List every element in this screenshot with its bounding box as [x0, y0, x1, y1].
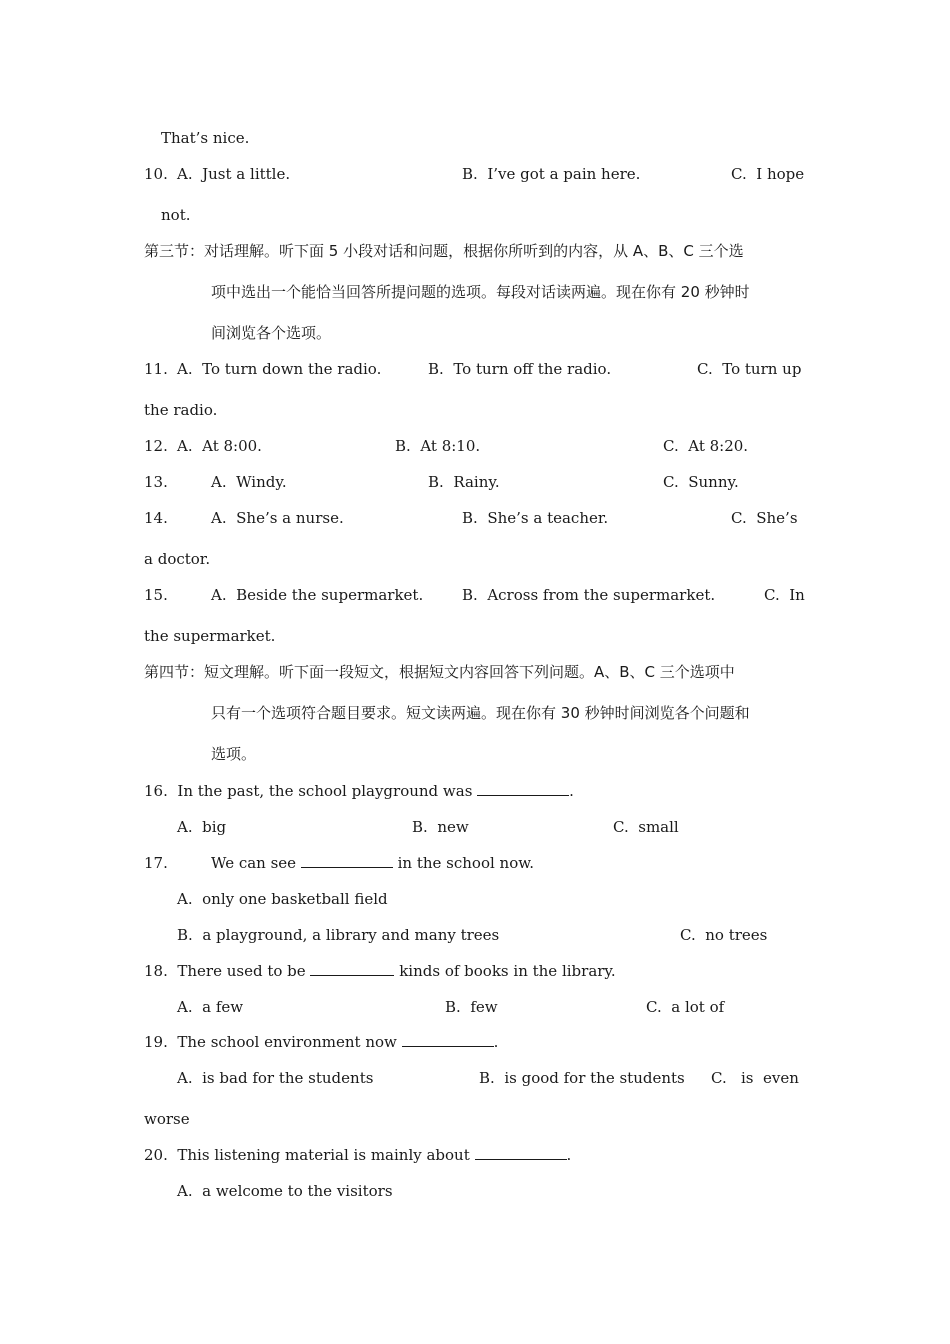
q16-option-a: A. big — [177, 818, 227, 836]
q10-option-b: B. I’ve got a pain here. — [462, 165, 641, 183]
section4-heading: 第四节：短文理解。听下面一段短文，根据短文内容回答下列问题。A、B、C 三个选项中 — [144, 663, 735, 681]
q15-option-a: A. Beside the supermarket. — [211, 586, 424, 604]
q19-option-c: C. is even — [711, 1069, 799, 1087]
q18-stem-end: kinds of books in the library. — [394, 962, 616, 980]
q15-number: 15. — [144, 586, 168, 604]
q10-option-c-cont: not. — [161, 206, 191, 224]
q19-stem — [144, 1032, 498, 1052]
q18-answer-blank — [310, 961, 394, 976]
q16-option-c: C. small — [613, 818, 679, 836]
q19-option-b: B. is good for the students — [479, 1069, 685, 1087]
q17-stem-text: We can see — [211, 854, 301, 872]
line-thats-nice: That’s nice. — [161, 129, 250, 147]
q14-option-b: B. She’s a teacher. — [462, 509, 609, 527]
q14-number: 14. — [144, 509, 168, 527]
q16-answer-blank — [477, 781, 569, 796]
q17-stem-end: in the school now. — [392, 854, 535, 872]
q16-stem-end: . — [569, 782, 574, 800]
q19-answer-blank — [402, 1032, 494, 1047]
q20-stem-text: 20. This listening material is mainly about — [144, 1146, 475, 1164]
q17-option-c: C. no trees — [680, 926, 768, 944]
q13-number: 13. — [144, 473, 168, 491]
q17-option-a: A. only one basketball field — [177, 890, 388, 908]
q17-number: 17. — [144, 854, 168, 872]
q13-option-a: A. Windy. — [211, 473, 287, 491]
section3-heading: 第三节：对话理解。听下面 5 小段对话和问题，根据你所听到的内容，从 A、B、C 三个选 — [144, 242, 744, 260]
q11-option-a: A. To turn down the radio. — [177, 360, 382, 378]
q20-answer-blank — [475, 1145, 567, 1160]
q16-stem-text: 16. In the past, the school playground was — [144, 782, 478, 800]
q12-option-b: B. At 8:10. — [395, 437, 481, 455]
q15-option-c-cont: the supermarket. — [144, 627, 276, 645]
section3-text-2: 项中选出一个能恰当回答所提问题的选项。每段对话读两遍。现在你有 20 秒钟时 — [211, 283, 750, 301]
q13-option-b: B. Rainy. — [428, 473, 500, 491]
section4-text-3: 选项。 — [211, 745, 257, 763]
q18-option-a: A. a few — [177, 998, 244, 1016]
q18-stem-text: 18. There used to be — [144, 962, 311, 980]
q19-stem-text: 19. The school environment now — [144, 1033, 402, 1051]
q19-stem-end: . — [493, 1033, 499, 1051]
q10-number: 10. — [144, 165, 168, 183]
q13-option-c: C. Sunny. — [663, 473, 739, 491]
q20-stem-end: . — [566, 1146, 572, 1164]
q15-option-b: B. Across from the supermarket. — [462, 586, 716, 604]
section3-text-3: 间浏览各个选项。 — [211, 324, 332, 342]
q10-option-c: C. I hope — [731, 165, 805, 183]
q11-option-c-cont: the radio. — [144, 401, 218, 419]
q16-stem — [144, 781, 574, 801]
q18-stem — [144, 961, 616, 981]
q12-number: 12. — [144, 437, 168, 455]
q11-option-c: C. To turn up — [697, 360, 802, 378]
q20-stem — [144, 1145, 571, 1165]
q12-option-c: C. At 8:20. — [663, 437, 749, 455]
q17-option-b: B. a playground, a library and many trees — [177, 926, 500, 944]
q11-number: 11. — [144, 360, 168, 378]
q17-stem — [211, 853, 534, 873]
q14-option-c: C. She’s — [731, 509, 798, 527]
q18-option-b: B. few — [445, 998, 498, 1016]
q19-option-a: A. is bad for the students — [177, 1069, 374, 1087]
q12-option-a: A. At 8:00. — [177, 437, 262, 455]
q20-option-a: A. a welcome to the visitors — [177, 1182, 393, 1200]
q11-option-b: B. To turn off the radio. — [428, 360, 612, 378]
q10-option-a: A. Just a little. — [177, 165, 291, 183]
q15-option-c: C. In — [764, 586, 805, 604]
q19-option-c-cont: worse — [144, 1110, 190, 1128]
q17-answer-blank — [301, 853, 393, 868]
q14-option-c-cont: a doctor. — [144, 550, 211, 568]
section4-text-2: 只有一个选项符合题目要求。短文读两遍。现在你有 30 秒钟时间浏览各个问题和 — [211, 704, 750, 722]
q18-option-c: C. a lot of — [646, 998, 725, 1016]
q14-option-a: A. She’s a nurse. — [211, 509, 344, 527]
q16-option-b: B. new — [412, 818, 469, 836]
